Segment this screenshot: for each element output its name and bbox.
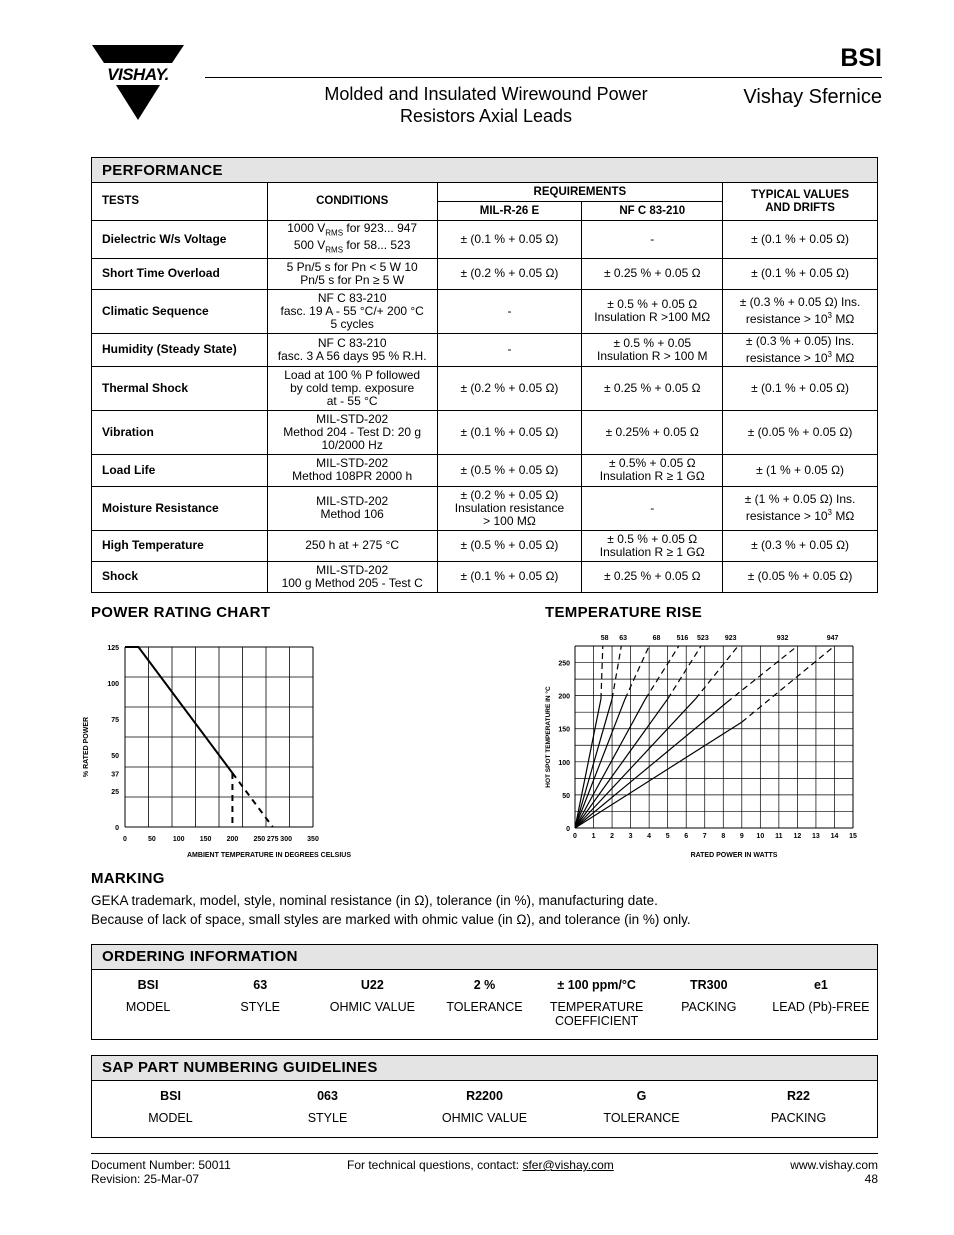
series-516-dashed <box>645 646 678 699</box>
mil-req: ± (0.5 % + 0.05 Ω) <box>437 454 582 486</box>
test-name: Short Time Overload <box>92 258 268 289</box>
mil-line: > 100 MΩ <box>483 513 536 528</box>
ordering-code-1: 63 <box>253 978 268 992</box>
x-tick-label: 14 <box>830 833 839 840</box>
cond-line: at - 55 °C <box>326 393 378 408</box>
y-tick-label: 25 <box>111 789 119 796</box>
ordering-labels <box>92 1000 877 1038</box>
marking-line1: GEKA trademark, model, style, nominal resistance (in Ω), tolerance (in %), manufacturing date. <box>91 893 658 908</box>
x-tick-label: 11 <box>775 833 783 840</box>
ordering-label-0: MODEL <box>125 1000 171 1014</box>
table-row <box>92 530 878 561</box>
ordering-code-5: TR300 <box>690 978 728 992</box>
cond-line: 5 cycles <box>330 316 374 331</box>
mil-req <box>437 486 582 530</box>
typ-line: resistance > 10 <box>745 350 828 365</box>
x-axis-label: RATED POWER IN WATTS <box>690 852 778 859</box>
performance-title: PERFORMANCE <box>92 158 878 183</box>
series-label-947: 947 <box>826 635 839 642</box>
x-tick-label: 275 <box>266 836 279 843</box>
x-tick-label: 12 <box>793 833 802 840</box>
test-name: Thermal Shock <box>92 366 268 410</box>
sap-code-0: BSI <box>160 1089 181 1103</box>
series-932-dashed <box>727 646 797 702</box>
sap-labels <box>92 1111 877 1136</box>
col-nfc: NF C 83-210 <box>582 202 723 221</box>
table-row <box>92 454 878 486</box>
contact-email-link[interactable]: sfer@vishay.com <box>522 1158 614 1172</box>
x-tick-label: 350 <box>307 836 319 843</box>
table-row <box>92 561 878 592</box>
test-name: Load Life <box>92 454 268 486</box>
table-row <box>92 258 878 289</box>
typical-value <box>723 486 878 530</box>
y-tick-label: 200 <box>558 693 570 701</box>
series-extended <box>232 773 272 827</box>
typ-line: resistance > 10 <box>745 509 828 524</box>
y-tick-label: 150 <box>558 726 570 734</box>
nfc-req: ± 0.25 % + 0.05 Ω <box>582 561 723 592</box>
series-label-68: 68 <box>652 635 661 642</box>
nfc-req <box>582 530 723 561</box>
product-title-line1: Molded and Insulated Wirewound Power <box>324 84 648 104</box>
ordering-code-3: 2 % <box>473 978 496 992</box>
company-name: Vishay Sfernice <box>743 86 882 108</box>
typical-value: ± (0.1 % + 0.05 Ω) <box>723 258 878 289</box>
series-label-523: 523 <box>697 635 709 642</box>
y-axis-label: % RATED POWER <box>83 716 90 778</box>
x-tick-label: 10 <box>756 833 765 840</box>
marking-title: MARKING <box>91 870 165 887</box>
col-conditions: CONDITIONS <box>267 183 437 221</box>
sap-title: SAP PART NUMBERING GUIDELINES <box>92 1056 877 1081</box>
cond-line: 10/2000 Hz <box>321 437 383 452</box>
power-rating-title: POWER RATING CHART <box>91 604 271 621</box>
website[interactable]: www.vishay.com <box>790 1158 878 1172</box>
x-tick-label: 200 <box>226 836 239 843</box>
test-name: Vibration <box>92 410 268 454</box>
col-requirements: REQUIREMENTS <box>437 183 723 202</box>
nfc-req: - <box>582 486 723 530</box>
mil-line: ± (0.2 % + 0.05 Ω) <box>460 487 559 502</box>
ordering-label-6: LEAD (Pb)-FREE <box>772 1000 870 1014</box>
page-number: 48 <box>864 1172 878 1186</box>
cond-sub: RMS <box>325 245 344 255</box>
cond-line: fasc. 19 A - 55 °C/+ 200 °C <box>280 303 424 318</box>
nfc-line: ± 0.5% + 0.05 Ω <box>608 456 696 471</box>
footer-left <box>91 1158 231 1186</box>
cond-line: by cold temp. exposure <box>290 380 415 395</box>
ordering-label-3: TOLERANCE <box>446 1000 523 1014</box>
x-tick-label: 7 <box>702 833 707 840</box>
test-condition <box>267 454 437 486</box>
nfc-line: ± 0.5 % + 0.05 <box>613 335 692 350</box>
performance-table <box>91 157 878 593</box>
series-923-dashed <box>695 646 738 699</box>
y-tick-label: 37 <box>111 771 119 779</box>
x-tick-label: 15 <box>849 833 857 840</box>
test-condition <box>267 366 437 410</box>
typical-value: ± (0.1 % + 0.05 Ω) <box>723 366 878 410</box>
x-tick-label: 8 <box>721 833 726 840</box>
nfc-req <box>582 333 723 366</box>
x-tick-label: 3 <box>628 833 633 840</box>
x-tick-label: 50 <box>147 836 156 843</box>
typ-sup: 3 <box>827 349 832 359</box>
mil-req: ± (0.1 % + 0.05 Ω) <box>437 221 582 259</box>
document-number: Document Number: 50011 <box>91 1158 231 1172</box>
sap-codes <box>92 1081 877 1111</box>
product-title <box>300 83 672 127</box>
typical-value: ± (0.3 % + 0.05 Ω) <box>723 530 878 561</box>
footer-contact <box>347 1158 614 1172</box>
cond-line: 5 Pn/5 s for Pn < 5 W 10 <box>286 259 418 274</box>
series-68-dashed <box>625 646 649 699</box>
series-rated <box>125 647 232 773</box>
y-tick-label: 0 <box>115 825 119 832</box>
y-tick-label: 125 <box>107 645 119 652</box>
cond-line: Pn/5 s for Pn ≥ 5 W <box>300 272 405 287</box>
table-row <box>92 486 878 530</box>
y-tick-label: 75 <box>111 717 119 724</box>
nfc-req <box>582 289 723 333</box>
x-tick-label: 0 <box>573 833 577 840</box>
x-tick-label: 100 <box>172 836 185 843</box>
series-58-dashed <box>601 646 603 699</box>
ordering-code-2: U22 <box>360 978 384 992</box>
x-tick-label: 250 <box>253 836 266 843</box>
typical-value <box>723 333 878 366</box>
cond-line: NF C 83-210 <box>317 335 387 350</box>
series-68-solid <box>575 699 625 828</box>
test-condition <box>267 410 437 454</box>
ordering-code-4: ± 100 ppm/°C <box>557 978 636 992</box>
nfc-req: ± 0.25 % + 0.05 Ω <box>582 258 723 289</box>
x-tick-label: 6 <box>684 833 689 840</box>
ordering-label-2: OHMIC VALUE <box>329 1000 415 1014</box>
cond-line: MIL-STD-202 <box>316 411 389 426</box>
test-condition <box>267 289 437 333</box>
mil-req: ± (0.1 % + 0.05 Ω) <box>437 410 582 454</box>
typ-unit: MΩ <box>832 509 855 524</box>
series-label-63: 63 <box>619 635 628 642</box>
contact-prefix: For technical questions, contact: <box>347 1158 523 1172</box>
test-name: Moisture Resistance <box>92 486 268 530</box>
cond-line: Method 108PR 2000 h <box>292 469 413 484</box>
cond-sub: RMS <box>325 228 344 238</box>
cond-line: Load at 100 % P followed <box>284 367 421 382</box>
sap-code-4: R22 <box>787 1089 810 1103</box>
test-name: Shock <box>92 561 268 592</box>
nfc-line: Insulation R ≥ 1 GΩ <box>599 544 705 559</box>
cond-text: for 923... 947 <box>343 221 418 235</box>
cond-line: 100 g Method 205 - Test C <box>281 575 423 590</box>
cond-line: MIL-STD-202 <box>316 562 389 577</box>
series-947-dashed <box>742 646 835 722</box>
series-label-58: 58 <box>600 635 609 642</box>
x-tick-label: 150 <box>199 836 212 843</box>
test-condition: 250 h at + 275 °C <box>267 530 437 561</box>
mil-req: - <box>437 289 582 333</box>
nfc-req: ± 0.25 % + 0.05 Ω <box>582 366 723 410</box>
ordering-code-0: BSI <box>137 978 159 992</box>
table-row <box>92 410 878 454</box>
test-name: High Temperature <box>92 530 268 561</box>
y-tick-label: 100 <box>558 759 570 767</box>
x-tick-label: 0 <box>123 836 127 843</box>
cond-text: 1000 V <box>287 221 326 235</box>
series-932-solid <box>575 702 727 828</box>
mil-req: ± (0.5 % + 0.05 Ω) <box>437 530 582 561</box>
mil-req: ± (0.1 % + 0.05 Ω) <box>437 561 582 592</box>
x-tick-label: 5 <box>665 833 670 840</box>
header-rule <box>205 77 882 78</box>
footer-right <box>790 1158 878 1186</box>
nfc-line: Insulation R >100 MΩ <box>594 310 711 325</box>
cond-line: MIL-STD-202 <box>316 456 389 471</box>
x-tick-label: 300 <box>280 836 292 843</box>
mil-req: ± (0.2 % + 0.05 Ω) <box>437 258 582 289</box>
y-tick-label: 0 <box>566 826 570 833</box>
typical-value: ± (0.1 % + 0.05 Ω) <box>723 221 878 259</box>
test-condition <box>267 561 437 592</box>
nfc-line: ± 0.5 % + 0.05 Ω <box>607 297 698 312</box>
nfc-req: - <box>582 221 723 259</box>
y-axis-label: HOT SPOT TEMPERATURE IN °C <box>545 686 552 788</box>
revision: Revision: 25-Mar-07 <box>91 1172 200 1186</box>
series-58-solid <box>575 699 601 828</box>
y-tick-label: 100 <box>107 681 119 688</box>
sap-label-0: MODEL <box>148 1111 193 1125</box>
col-typical <box>723 183 878 221</box>
test-condition <box>267 221 437 259</box>
power-rating-chart <box>85 630 415 865</box>
cond-line: NF C 83-210 <box>317 290 387 305</box>
y-tick-label: 250 <box>558 660 570 668</box>
sap-code-3: G <box>636 1089 647 1103</box>
y-tick-label: 50 <box>111 753 119 760</box>
ordering-label-1: STYLE <box>240 1000 281 1014</box>
test-condition <box>267 486 437 530</box>
typ-unit: MΩ <box>832 312 855 327</box>
series-label-516: 516 <box>676 635 689 642</box>
cond-line: fasc. 3 A 56 days 95 % R.H. <box>277 348 427 363</box>
typ-sup: 3 <box>827 311 832 321</box>
typical-value: ± (0.05 % + 0.05 Ω) <box>723 410 878 454</box>
series-523-dashed <box>668 646 701 699</box>
test-condition <box>267 333 437 366</box>
x-tick-label: 2 <box>610 833 615 840</box>
ordering-title: ORDERING INFORMATION <box>92 945 877 970</box>
series-label-923: 923 <box>724 635 737 642</box>
table-row <box>92 289 878 333</box>
table-row <box>92 366 878 410</box>
ordering-codes <box>92 970 877 1000</box>
y-tick-label: 50 <box>562 792 570 800</box>
nfc-req: ± 0.25% + 0.05 Ω <box>582 410 723 454</box>
col-mil: MIL-R-26 E <box>437 202 582 221</box>
typical-value <box>723 289 878 333</box>
sap-label-1: STYLE <box>307 1111 348 1125</box>
temperature-rise-chart <box>535 628 870 863</box>
ordering-code-6: e1 <box>813 978 828 992</box>
x-tick-label: 13 <box>812 833 820 840</box>
sap-label-4: PACKING <box>770 1111 827 1125</box>
nfc-line: Insulation R > 100 M <box>597 348 708 363</box>
nfc-req <box>582 454 723 486</box>
table-row <box>92 221 878 259</box>
temperature-rise-title: TEMPERATURE RISE <box>545 604 703 621</box>
x-axis-label: AMBIENT TEMPERATURE IN DEGREES CELSIUS <box>187 852 351 859</box>
mil-req: ± (0.2 % + 0.05 Ω) <box>437 366 582 410</box>
typ-line: ± (0.3 % + 0.05) Ins. <box>745 333 855 348</box>
nfc-line: Insulation R ≥ 1 GΩ <box>599 469 705 484</box>
ordering-label-5: PACKING <box>681 1000 737 1014</box>
test-name: Climatic Sequence <box>92 289 268 333</box>
test-condition <box>267 258 437 289</box>
mil-line: Insulation resistance <box>454 500 565 515</box>
series-63-dashed <box>612 646 621 699</box>
x-tick-label: 1 <box>591 833 596 840</box>
typ-line: ± (0.3 % + 0.05 Ω) Ins. <box>739 295 861 310</box>
typical-value: ± (1 % + 0.05 Ω) <box>723 454 878 486</box>
col-typical-l2: AND DRIFTS <box>765 201 835 214</box>
typ-sup: 3 <box>827 508 832 518</box>
product-title-line2: Resistors Axial Leads <box>399 106 573 126</box>
sap-guidelines-box <box>91 1055 878 1138</box>
cond-line: MIL-STD-202 <box>316 494 389 509</box>
nfc-line: ± 0.5 % + 0.05 Ω <box>607 531 698 546</box>
footer-rule <box>91 1153 878 1154</box>
sap-code-1: 063 <box>317 1089 338 1103</box>
test-name: Dielectric W/s Voltage <box>92 221 268 259</box>
col-tests: TESTS <box>92 183 268 221</box>
x-tick-label: 9 <box>739 833 744 840</box>
cond-line: Method 106 <box>320 507 384 522</box>
cond-text: for 58... 523 <box>343 238 411 253</box>
table-row <box>92 333 878 366</box>
typ-line: resistance > 10 <box>745 312 828 327</box>
marking-line2: Because of lack of space, small styles are marked with ohmic value (in Ω), and tolerance (in %) only. <box>91 911 691 927</box>
sap-code-2: R2200 <box>466 1089 503 1103</box>
vishay-logo <box>92 45 184 120</box>
ordering-info-box <box>91 944 878 1040</box>
typ-line: ± (1 % + 0.05 Ω) Ins. <box>744 492 856 507</box>
marking-text <box>91 892 691 929</box>
test-name: Humidity (Steady State) <box>92 333 268 366</box>
ordering-label-4: TEMPERATURE COEFFICIENT <box>549 1000 644 1028</box>
sap-label-3: TOLERANCE <box>603 1111 680 1125</box>
cond-line: Method 204 - Test D: 20 g <box>283 424 422 439</box>
col-typical-l1: TYPICAL VALUES <box>751 188 850 201</box>
x-tick-label: 4 <box>647 833 652 840</box>
typical-value: ± (0.05 % + 0.05 Ω) <box>723 561 878 592</box>
series-label-932: 932 <box>776 635 789 642</box>
cond-text: 500 V <box>293 238 326 253</box>
logo-text: VISHAY. <box>107 65 169 84</box>
mil-req: - <box>437 333 582 366</box>
sap-label-2: OHMIC VALUE <box>441 1111 528 1125</box>
product-code: BSI <box>840 44 882 72</box>
typ-unit: MΩ <box>832 350 855 365</box>
